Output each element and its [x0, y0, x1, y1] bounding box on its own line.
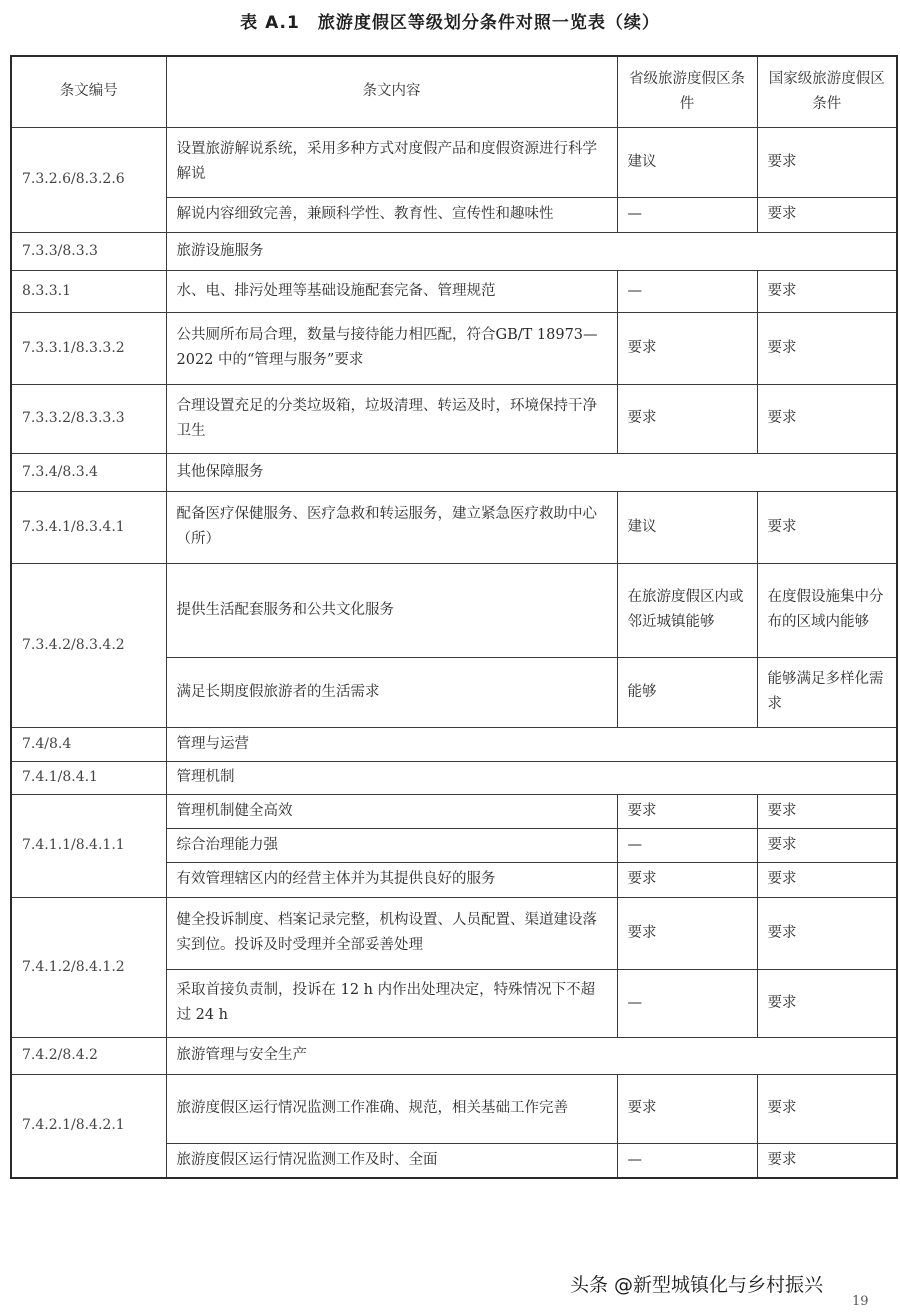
national-cell: 要求 [757, 127, 897, 197]
provincial-cell: — [617, 197, 757, 232]
table-row [11, 127, 897, 197]
national-cell: 要求 [757, 969, 897, 1037]
page-number: 19 [852, 1294, 869, 1309]
provincial-cell: 能够 [617, 657, 757, 727]
provincial-cell: 要求 [617, 384, 757, 453]
clause-code: 7.4.1.2/8.4.1.2 [11, 897, 166, 1037]
clause-code: 7.4.2/8.4.2 [11, 1037, 166, 1074]
clause-code: 7.3.4.1/8.3.4.1 [11, 491, 166, 563]
clause-code: 7.3.3.1/8.3.3.2 [11, 312, 166, 384]
clause-content: 设置旅游解说系统，采用多种方式对度假产品和度假资源进行科学解说 [166, 127, 617, 197]
table-title: 表 A.1 旅游度假区等级划分条件对照一览表（续） [240, 13, 660, 33]
clause-content: 健全投诉制度、档案记录完整，机构设置、人员配置、渠道建设落实到位。投诉及时受理并全部妥善处理 [166, 897, 617, 969]
comparison-table [10, 55, 898, 1179]
national-cell: 能够满足多样化需求 [757, 657, 897, 727]
provincial-cell: — [617, 969, 757, 1037]
national-cell: 要求 [757, 1074, 897, 1143]
watermark-text: 头条 @新型城镇化与乡村振兴 [570, 1274, 824, 1296]
section-title: 管理机制 [166, 761, 897, 794]
provincial-cell: 要求 [617, 862, 757, 897]
clause-content: 合理设置充足的分类垃圾箱，垃圾清理、转运及时，环境保持干净卫生 [166, 384, 617, 453]
clause-content: 采取首接负责制，投诉在 12 h 内作出处理决定，特殊情况下不超过 24 h [166, 969, 617, 1037]
clause-content: 解说内容细致完善，兼顾科学性、教育性、宣传性和趣味性 [166, 197, 617, 232]
section-row [11, 1037, 897, 1074]
clause-content: 旅游度假区运行情况监测工作准确、规范，相关基础工作完善 [166, 1074, 617, 1143]
national-cell: 在度假设施集中分布的区域内能够 [757, 563, 897, 657]
national-cell: 要求 [757, 491, 897, 563]
clause-code: 7.3.4.2/8.3.4.2 [11, 563, 166, 727]
clause-content: 有效管理辖区内的经营主体并为其提供良好的服务 [166, 862, 617, 897]
provincial-cell: 在旅游度假区内或邻近城镇能够 [617, 563, 757, 657]
provincial-cell: 要求 [617, 897, 757, 969]
national-cell: 要求 [757, 197, 897, 232]
clause-code: 7.3.3.2/8.3.3.3 [11, 384, 166, 453]
national-cell: 要求 [757, 828, 897, 862]
clause-content: 提供生活配套服务和公共文化服务 [166, 563, 617, 657]
national-cell: 要求 [757, 1143, 897, 1178]
clause-code: 7.4.1.1/8.4.1.1 [11, 794, 166, 897]
table-row [11, 897, 897, 969]
provincial-cell: — [617, 1143, 757, 1178]
section-title: 旅游管理与安全生产 [166, 1037, 897, 1074]
section-title: 管理与运营 [166, 727, 897, 761]
national-cell: 要求 [757, 384, 897, 453]
national-cell: 要求 [757, 270, 897, 312]
clause-content: 配备医疗保健服务、医疗急救和转运服务，建立紧急医疗救助中心（所） [166, 491, 617, 563]
header-clause-content: 条文内容 [166, 56, 617, 127]
national-cell: 要求 [757, 897, 897, 969]
clause-code: 8.3.3.1 [11, 270, 166, 312]
provincial-cell: — [617, 828, 757, 862]
header-national: 国家级旅游度假区条件 [757, 56, 897, 127]
section-title: 旅游设施服务 [166, 232, 897, 270]
clause-code: 7.3.4/8.3.4 [11, 453, 166, 491]
clause-content: 旅游度假区运行情况监测工作及时、全面 [166, 1143, 617, 1178]
national-cell: 要求 [757, 312, 897, 384]
clause-code: 7.3.3/8.3.3 [11, 232, 166, 270]
section-title: 其他保障服务 [166, 453, 897, 491]
section-row [11, 453, 897, 491]
clause-code: 7.4.1/8.4.1 [11, 761, 166, 794]
table-row [11, 491, 897, 563]
clause-content: 满足长期度假旅游者的生活需求 [166, 657, 617, 727]
provincial-cell: 要求 [617, 312, 757, 384]
section-row [11, 727, 897, 761]
section-row [11, 232, 897, 270]
table-row [11, 312, 897, 384]
provincial-cell: — [617, 270, 757, 312]
header-provincial: 省级旅游度假区条件 [617, 56, 757, 127]
provincial-cell: 要求 [617, 794, 757, 828]
table-row [11, 384, 897, 453]
national-cell: 要求 [757, 794, 897, 828]
provincial-cell: 建议 [617, 491, 757, 563]
header-clause-no: 条文编号 [11, 56, 166, 127]
clause-code: 7.4/8.4 [11, 727, 166, 761]
section-row [11, 761, 897, 794]
clause-code: 7.4.2.1/8.4.2.1 [11, 1074, 166, 1178]
table-row [11, 794, 897, 828]
clause-code: 7.3.2.6/8.3.2.6 [11, 127, 166, 232]
table-row [11, 270, 897, 312]
provincial-cell: 建议 [617, 127, 757, 197]
national-cell: 要求 [757, 862, 897, 897]
provincial-cell: 要求 [617, 1074, 757, 1143]
table-row [11, 563, 897, 657]
table-row [11, 1074, 897, 1143]
clause-content: 综合治理能力强 [166, 828, 617, 862]
clause-content: 水、电、排污处理等基础设施配套完备、管理规范 [166, 270, 617, 312]
clause-content: 管理机制健全高效 [166, 794, 617, 828]
clause-content: 公共厕所布局合理，数量与接待能力相匹配，符合GB/T 18973—2022 中的“管理与服务”要求 [166, 312, 617, 384]
table-header-row [11, 56, 897, 127]
